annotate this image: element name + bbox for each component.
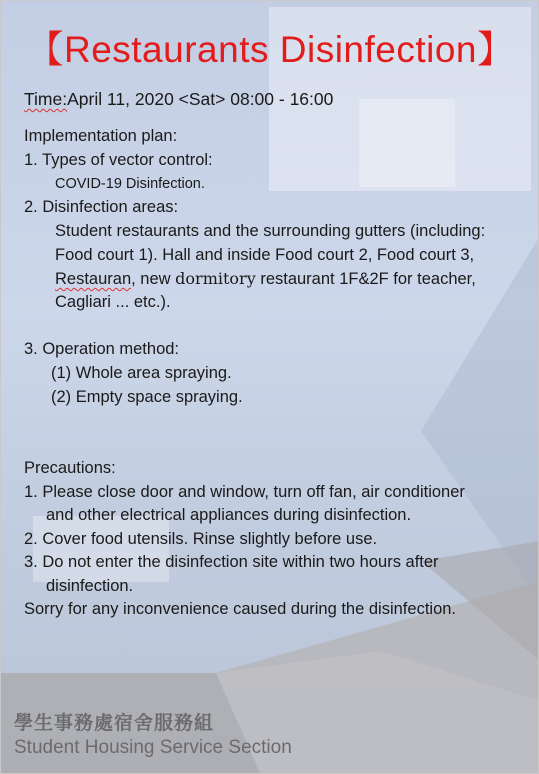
text-segment: dormitory [175, 269, 256, 288]
footer-english: Student Housing Service Section [14, 737, 292, 758]
plan-item-2-title: 2. Disinfection areas: [24, 198, 179, 216]
text-segment: , new [131, 270, 176, 288]
precaution-item-cont: and other electrical appliances during disinfection. [46, 506, 412, 524]
page-title: 【Restaurants Disinfection】 [26, 29, 515, 70]
footer-chinese: 學生事務處宿舍服務組 [14, 712, 215, 734]
precaution-item: 3. Do not enter the disinfection site within two hours after [24, 553, 439, 571]
precaution-item: 2. Cover food utensils. Rinse slightly before use. [24, 530, 378, 548]
precautions-heading: Precautions: [24, 459, 116, 477]
precaution-item: 1. Please close door and window, turn off fan, air conditioner [24, 483, 465, 501]
plan-item-2-line: Student restaurants and the surrounding gutters (including: [55, 222, 486, 240]
plan-item-1-detail: COVID-19 Disinfection. [55, 176, 205, 192]
plan-item-3-title: 3. Operation method: [24, 340, 180, 358]
misspelled-word: Restauran [55, 270, 132, 288]
plan-heading: Implementation plan: [24, 127, 178, 145]
time-value: April 11, 2020 <Sat> 08:00 - 16:00 [67, 89, 334, 109]
method-item: (1) Whole area spraying. [51, 364, 232, 382]
text-segment: restaurant 1F&2F for teacher, [255, 270, 476, 288]
time-label: Time: [24, 89, 68, 109]
closing-note: Sorry for any inconvenience caused during the disinfection. [24, 600, 457, 618]
precaution-item-cont: disinfection. [46, 577, 134, 595]
plan-item-2-line [55, 267, 476, 292]
plan-item-1-title: 1. Types of vector control: [24, 151, 213, 169]
plan-item-2-line: Food court 1). Hall and inside Food court 2, Food court 3, [55, 246, 475, 264]
event-time [24, 89, 333, 110]
plan-item-2-line: Cagliari ... etc.). [55, 293, 171, 311]
method-item: (2) Empty space spraying. [51, 388, 243, 406]
